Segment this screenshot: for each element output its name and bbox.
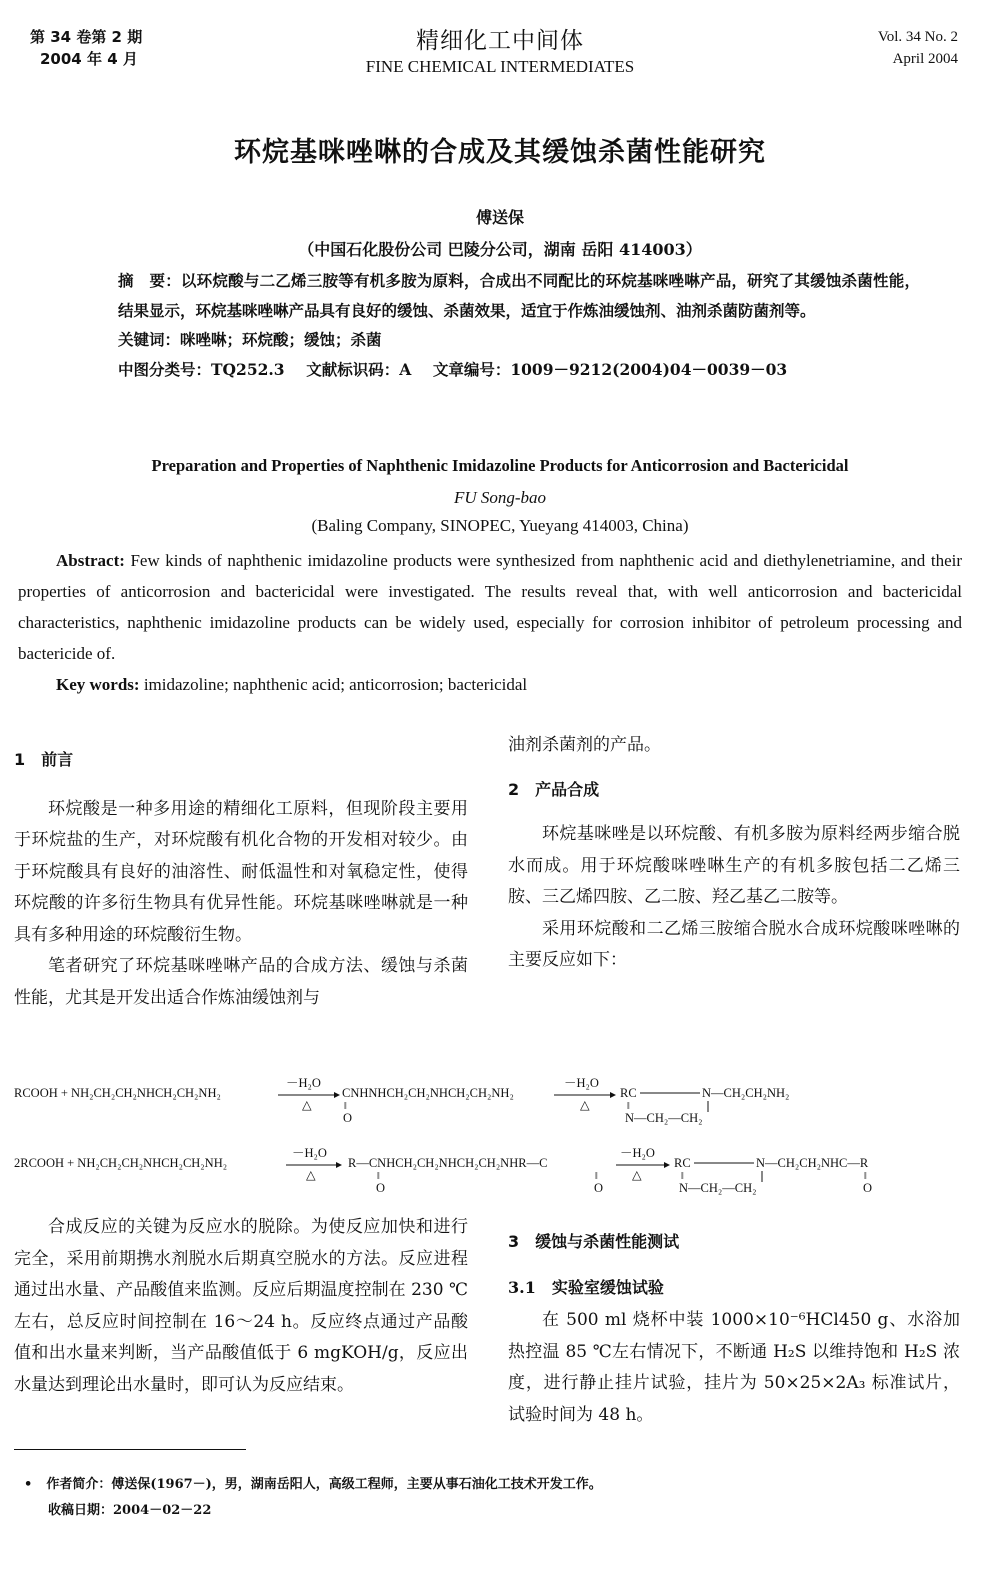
article-number: 1009－9212(2004)04－0039－03 [510, 360, 788, 379]
clc-code: TQ252.3 [211, 360, 285, 379]
right-column-upper [508, 730, 960, 977]
section-2-paragraph-3: 合成反应的关键为反应水的脱除。为使反应加快和进行完全，采用前期携水剂脱水后期真空脱水的方法。反应进程通过出水量、产品酸值来监测。反应后期温度控制在 230 ℃左右，总反应时间控制在 16～24 h。反应终点通过产品酸值和出水量来判断，当产品酸值低于 6 mgKOH/g，反应出水量达到理论出水量时，即可认为反应结束。 [14, 1217, 468, 1395]
reaction-1-product-n-chain: N—CH₂CH₂NH₂ [702, 1086, 790, 1100]
left-column-lower [14, 1212, 468, 1401]
reaction-2-heat-1: △ [306, 1168, 316, 1182]
footnote [24, 1472, 948, 1524]
reaction-2-intermediate: R—CNHCH₂CH₂NHCH₂CH₂NHR—C [348, 1156, 548, 1170]
reaction-2-product-carbonyl-double-bond: ‖ [864, 1171, 867, 1182]
received-date [48, 1498, 948, 1524]
reaction-1-intermediate-oxygen: O [343, 1111, 353, 1125]
section-3-heading: 3 缓蚀与杀菌性能测试 [508, 1232, 680, 1251]
reaction-1-arrowhead-2 [610, 1092, 616, 1098]
clc-label: 中图分类号： [118, 361, 212, 379]
author-bio-label: 作者简介： [46, 1477, 112, 1492]
section-1-paragraph-1: 环烷酸是一种多用途的精细化工原料，但现阶段主要用于环烷盐的生产，对环烷酸有机化合物的开发相对较少。由于环烷酸具有良好的油溶性、耐低温性和对氧稳定性，使得环烷酸的许多衍生物具有优异性能。环烷基咪唑啉就是一种具有多种用途的环烷酸衍生物。 [14, 798, 468, 945]
reaction-1-minus-water-1: －H₂O [286, 1076, 321, 1090]
journal-name-cn: 精细化工中间体 [416, 28, 584, 54]
reaction-1-heat-2: △ [580, 1098, 590, 1112]
article-number-label: 文章编号： [432, 361, 511, 379]
reaction-2-product-double-bond: ‖ [681, 1171, 684, 1182]
reaction-2-minus-water-2: －H₂O [620, 1146, 655, 1160]
reaction-2-reactants: 2RCOOH + NH₂CH₂CH₂NHCH₂CH₂NH₂ [14, 1156, 228, 1170]
section-1-paragraph-2: 笔者研究了环烷基咪唑啉产品的合成方法、缓蚀与杀菌性能，尤其是开发出适合作炼油缓蚀剂与 [14, 956, 468, 1008]
affiliation: （中国石化股份公司 巴陵分公司，湖南 岳阳 414003） [298, 240, 702, 259]
reaction-2-product-ring-top: RC [674, 1156, 691, 1170]
journal-name-en: FINE CHEMICAL INTERMEDIATES [365, 57, 635, 76]
keywords-label: 关键词： [118, 331, 181, 349]
abstract-text: 以环烷酸与二乙烯三胺等有机多胺为原料，合成出不同配比的环烷基咪唑啉产品，研究了其缓蚀杀菌性能，结果显示，环烷基咪唑啉产品具有良好的缓蚀、杀菌效果，适宜于作炼油缓蚀剂、油剂杀菌防菌剂等。 [118, 271, 920, 320]
english-title: Preparation and Properties of Naphthenic Imidazoline Products for Anticorrosion and Bactericidal [151, 456, 849, 475]
section-1-paragraph-2-continued: 油剂杀菌剂的产品。 [508, 735, 661, 755]
reaction-2-intermediate-double-bond-1: ‖ [377, 1171, 380, 1182]
reaction-1-product-ring-top: RC [620, 1086, 637, 1100]
journal-name [0, 22, 1000, 77]
reaction-2-intermediate-oxygen-1: O [376, 1181, 386, 1195]
journal-date: 2004 年 4 月 [40, 50, 138, 68]
english-author: FU Song-bao [453, 488, 547, 507]
english-keywords: imidazoline; naphthenic acid; anticorrosion; bactericidal [143, 675, 528, 694]
footnote-divider [14, 1449, 246, 1450]
author-bio [24, 1472, 948, 1498]
reaction-1-intermediate: CNHNHCH₂CH₂NHCH₂CH₂NH₂ [342, 1086, 514, 1100]
reaction-2-product-ring-bottom: N—CH₂—CH₂ [679, 1181, 757, 1195]
english-abstract [18, 545, 962, 700]
reaction-1-product-ring-bottom: N—CH₂—CH₂ [625, 1111, 703, 1125]
reaction-2-intermediate-oxygen-2: O [594, 1181, 604, 1195]
journal-date-en: April 2004 [892, 51, 958, 67]
keywords: 咪唑啉；环烷酸；缓蚀；杀菌 [180, 330, 382, 349]
reaction-2-arrowhead-2 [664, 1162, 670, 1168]
reaction-1-product-double-bond: ‖ [627, 1101, 630, 1112]
reaction-2-arrowhead-1 [336, 1162, 342, 1168]
section-3-1-heading: 3.1 实验室缓蚀试验 [508, 1277, 664, 1297]
section-2-paragraph-2: 采用环烷酸和二乙烯三胺缩合脱水合成环烷酸咪唑啉的主要反应如下： [508, 918, 960, 970]
journal-volume-en: Vol. 34 No. 2 [877, 29, 958, 45]
english-affiliation: (Baling Company, SINOPEC, Yueyang 414003, China) [311, 516, 689, 535]
doc-code: A [399, 360, 412, 379]
reaction-2-intermediate-double-bond-2: ‖ [595, 1171, 598, 1182]
section-2-heading: 2 产品合成 [508, 779, 600, 799]
english-keywords-label: Key words: [56, 675, 140, 694]
reaction-1-arrowhead-1 [334, 1092, 340, 1098]
reaction-2-minus-water-1: －H₂O [292, 1146, 327, 1160]
author-bio-text: 傅送保(1967－)，男，湖南岳阳人，高级工程师，主要从事石油化工技术开发工作。 [111, 1477, 602, 1492]
footnote-bullet: • [24, 1477, 33, 1492]
abstract-label: 摘 要： [118, 272, 181, 290]
right-column-lower [508, 1226, 960, 1431]
reaction-scheme [0, 1062, 1000, 1212]
reaction-2-product-n-chain: N—CH₂CH₂NHC—R [756, 1156, 869, 1170]
reaction-2-product-carbonyl-oxygen: O [863, 1181, 873, 1195]
reaction-1-minus-water-2: －H₂O [564, 1076, 599, 1090]
section-1-heading: 1 前言 [14, 750, 74, 769]
reaction-1-reactants: RCOOH + NH₂CH₂CH₂NHCH₂CH₂NH₂ [14, 1086, 221, 1100]
received-date-value: 2004－02－22 [113, 1503, 212, 1518]
reaction-2-heat-2: △ [632, 1168, 642, 1182]
author: 傅送保 [475, 208, 524, 227]
reaction-1-heat-1: △ [302, 1098, 312, 1112]
doc-code-label: 文献标识码： [306, 361, 400, 379]
section-3-1-paragraph-1: 在 500 ml 烧杯中装 1000×10⁻⁶HCl450 g、水浴加热控温 85 ℃左右情况下，不断通 H₂S 以维持饱和 H₂S 浓度，进行静止挂片试验，挂片为 50×25×2A₃ 标准试片，试验时间为 48 h。 [508, 1310, 960, 1425]
journal-volume: 第 34 卷第 2 期 [30, 28, 143, 46]
english-abstract-text: Few kinds of naphthenic imidazoline products were synthesized from naphthenic acid and diethylenetriamine, and their properties of anticorrosion and bactericidal were investigated. The results reveal that, with well anticorrosion and bactericidal characteristics, naphthenic imidazoline products can be widely used, especially for corrosion inhibitor of petroleum processing and bactericide of. [18, 551, 962, 663]
journal-issue-en [878, 26, 958, 70]
chinese-abstract [80, 266, 920, 385]
english-abstract-label: Abstract: [56, 551, 125, 570]
reaction-1-intermediate-double-bond: ‖ [344, 1101, 347, 1112]
paper-title: 环烷基咪唑啉的合成及其缓蚀杀菌性能研究 [234, 137, 766, 168]
classification-line [80, 355, 920, 385]
left-column-upper [14, 744, 468, 1014]
section-2-paragraph-1: 环烷基咪唑是以环烷酸、有机多胺为原料经两步缩合脱水而成。用于环烷酸咪唑啉生产的有机多胺包括二乙烯三胺、三乙烯四胺、乙二胺、羟乙基乙二胺等。 [508, 824, 960, 907]
received-date-label: 收稿日期： [48, 1503, 114, 1518]
